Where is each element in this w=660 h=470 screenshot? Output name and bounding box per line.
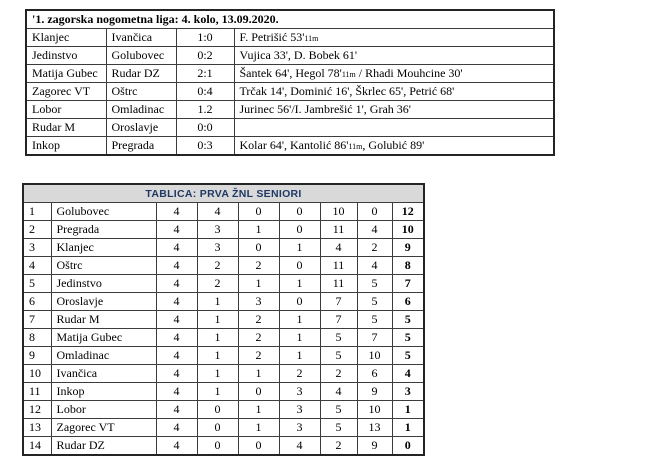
away-team: Pregrada	[106, 137, 176, 156]
goals-for: 4	[320, 239, 357, 257]
won: 3	[197, 221, 238, 239]
goals-against: 7	[357, 329, 392, 347]
home-team: Rudar M	[26, 119, 106, 137]
rank: 2	[23, 221, 51, 239]
goals-against: 6	[357, 365, 392, 383]
points: 5	[392, 329, 424, 347]
goals-against: 2	[357, 239, 392, 257]
lost: 3	[279, 419, 320, 437]
lost: 4	[279, 437, 320, 456]
won: 1	[197, 293, 238, 311]
standings-row	[23, 329, 424, 347]
match-row	[26, 119, 554, 137]
match-score: 2:1	[176, 65, 234, 83]
points: 6	[392, 293, 424, 311]
rank: 10	[23, 365, 51, 383]
home-team: Zagorec VT	[26, 83, 106, 101]
match-score: 0:3	[176, 137, 234, 156]
match-row	[26, 101, 554, 119]
penalty-note: 11m	[304, 34, 319, 43]
rank: 5	[23, 275, 51, 293]
drawn: 1	[238, 401, 279, 419]
won: 1	[197, 347, 238, 365]
drawn: 2	[238, 347, 279, 365]
match-scorers: Kolar 64', Kantolić 86'11m, Golubić 89'	[234, 137, 554, 156]
rank: 8	[23, 329, 51, 347]
goals-for: 7	[320, 293, 357, 311]
team-name: Omladinac	[51, 347, 156, 365]
match-scorers: Šantek 64', Hegol 78'11m / Rhadi Mouhcine 30'	[234, 65, 554, 83]
team-name: Jedinstvo	[51, 275, 156, 293]
points: 9	[392, 239, 424, 257]
match-scorers: Trčak 14', Dominić 16', Škrlec 65', Petrić 68'	[234, 83, 554, 101]
away-team: Rudar DZ	[106, 65, 176, 83]
goals-for: 5	[320, 347, 357, 365]
points: 10	[392, 221, 424, 239]
points: 8	[392, 257, 424, 275]
goals-for: 11	[320, 275, 357, 293]
won: 0	[197, 437, 238, 456]
standings-row	[23, 401, 424, 419]
played: 4	[156, 257, 197, 275]
points: 4	[392, 365, 424, 383]
played: 4	[156, 437, 197, 456]
played: 4	[156, 203, 197, 221]
won: 1	[197, 329, 238, 347]
played: 4	[156, 347, 197, 365]
match-row	[26, 47, 554, 65]
won: 4	[197, 203, 238, 221]
home-team: Jedinstvo	[26, 47, 106, 65]
team-name: Zagorec VT	[51, 419, 156, 437]
lost: 0	[279, 257, 320, 275]
drawn: 2	[238, 311, 279, 329]
played: 4	[156, 311, 197, 329]
played: 4	[156, 329, 197, 347]
drawn: 1	[238, 419, 279, 437]
points: 12	[392, 203, 424, 221]
won: 1	[197, 365, 238, 383]
rank: 14	[23, 437, 51, 456]
won: 1	[197, 383, 238, 401]
played: 4	[156, 365, 197, 383]
points: 5	[392, 347, 424, 365]
drawn: 0	[238, 203, 279, 221]
away-team: Omladinac	[106, 101, 176, 119]
standings-table	[22, 183, 425, 456]
results-table	[25, 9, 555, 156]
away-team: Golubovec	[106, 47, 176, 65]
goals-against: 13	[357, 419, 392, 437]
lost: 1	[279, 329, 320, 347]
standings-row	[23, 203, 424, 221]
rank: 4	[23, 257, 51, 275]
goals-for: 2	[320, 365, 357, 383]
drawn: 2	[238, 329, 279, 347]
points: 1	[392, 419, 424, 437]
rank: 11	[23, 383, 51, 401]
goals-against: 0	[357, 203, 392, 221]
match-row	[26, 65, 554, 83]
points: 1	[392, 401, 424, 419]
lost: 1	[279, 347, 320, 365]
played: 4	[156, 419, 197, 437]
away-team: Oštrc	[106, 83, 176, 101]
team-name: Matija Gubec	[51, 329, 156, 347]
lost: 1	[279, 311, 320, 329]
match-row	[26, 29, 554, 47]
standings-row	[23, 347, 424, 365]
goals-for: 10	[320, 203, 357, 221]
rank: 7	[23, 311, 51, 329]
team-name: Oštrc	[51, 257, 156, 275]
drawn: 1	[238, 275, 279, 293]
team-name: Lobor	[51, 401, 156, 419]
standings-row	[23, 221, 424, 239]
goals-for: 2	[320, 437, 357, 456]
penalty-note: 11m	[341, 70, 356, 79]
goals-against: 9	[357, 437, 392, 456]
goals-for: 11	[320, 221, 357, 239]
won: 2	[197, 257, 238, 275]
away-team: Oroslavje	[106, 119, 176, 137]
home-team: Klanjec	[26, 29, 106, 47]
won: 0	[197, 419, 238, 437]
goals-against: 5	[357, 311, 392, 329]
rank: 12	[23, 401, 51, 419]
goals-against: 5	[357, 293, 392, 311]
goals-for: 5	[320, 329, 357, 347]
played: 4	[156, 293, 197, 311]
home-team: Lobor	[26, 101, 106, 119]
drawn: 0	[238, 239, 279, 257]
team-name: Oroslavje	[51, 293, 156, 311]
standings-row	[23, 275, 424, 293]
lost: 2	[279, 365, 320, 383]
points: 5	[392, 311, 424, 329]
lost: 3	[279, 401, 320, 419]
rank: 9	[23, 347, 51, 365]
lost: 0	[279, 203, 320, 221]
goals-against: 10	[357, 347, 392, 365]
away-team: Ivančica	[106, 29, 176, 47]
standings-row	[23, 383, 424, 401]
lost: 0	[279, 293, 320, 311]
rank: 13	[23, 419, 51, 437]
goals-for: 7	[320, 311, 357, 329]
won: 2	[197, 275, 238, 293]
drawn: 1	[238, 221, 279, 239]
team-name: Rudar M	[51, 311, 156, 329]
goals-for: 4	[320, 383, 357, 401]
played: 4	[156, 383, 197, 401]
points: 7	[392, 275, 424, 293]
standings-row	[23, 437, 424, 456]
rank: 3	[23, 239, 51, 257]
goals-for: 5	[320, 401, 357, 419]
home-team: Inkop	[26, 137, 106, 156]
goals-against: 9	[357, 383, 392, 401]
team-name: Pregrada	[51, 221, 156, 239]
results-title: '1. zagorska nogometna liga: 4. kolo, 13.09.2020.	[26, 10, 554, 29]
results-title-row	[26, 10, 554, 29]
won: 0	[197, 401, 238, 419]
standings-row	[23, 419, 424, 437]
goals-for: 11	[320, 257, 357, 275]
played: 4	[156, 221, 197, 239]
team-name: Rudar DZ	[51, 437, 156, 456]
rank: 1	[23, 203, 51, 221]
goals-against: 5	[357, 275, 392, 293]
team-name: Inkop	[51, 383, 156, 401]
lost: 1	[279, 275, 320, 293]
match-scorers: Jurinec 56'/I. Jambrešić 1', Grah 36'	[234, 101, 554, 119]
drawn: 3	[238, 293, 279, 311]
team-name: Ivančica	[51, 365, 156, 383]
drawn: 2	[238, 257, 279, 275]
match-row	[26, 137, 554, 156]
lost: 1	[279, 239, 320, 257]
team-name: Golubovec	[51, 203, 156, 221]
match-scorers	[234, 119, 554, 137]
match-score: 1:0	[176, 29, 234, 47]
match-row	[26, 83, 554, 101]
team-name: Klanjec	[51, 239, 156, 257]
standings-row	[23, 257, 424, 275]
played: 4	[156, 275, 197, 293]
standings-title-row	[23, 184, 424, 203]
standings-title: TABLICA: PRVA ŽNL SENIORI	[23, 184, 424, 203]
drawn: 1	[238, 365, 279, 383]
won: 3	[197, 239, 238, 257]
lost: 0	[279, 221, 320, 239]
match-scorers: F. Petrišić 53'11m	[234, 29, 554, 47]
won: 1	[197, 311, 238, 329]
match-score: 1.2	[176, 101, 234, 119]
played: 4	[156, 239, 197, 257]
goals-against: 4	[357, 221, 392, 239]
standings-row	[23, 293, 424, 311]
goals-for: 5	[320, 419, 357, 437]
match-scorers: Vujica 33', D. Bobek 61'	[234, 47, 554, 65]
standings-row	[23, 311, 424, 329]
standings-row	[23, 365, 424, 383]
goals-against: 10	[357, 401, 392, 419]
standings-row	[23, 239, 424, 257]
drawn: 0	[238, 383, 279, 401]
match-score: 0:0	[176, 119, 234, 137]
points: 3	[392, 383, 424, 401]
points: 0	[392, 437, 424, 456]
penalty-note: 11m	[348, 142, 363, 151]
played: 4	[156, 401, 197, 419]
home-team: Matija Gubec	[26, 65, 106, 83]
drawn: 0	[238, 437, 279, 456]
match-score: 0:2	[176, 47, 234, 65]
lost: 3	[279, 383, 320, 401]
goals-against: 4	[357, 257, 392, 275]
match-score: 0:4	[176, 83, 234, 101]
rank: 6	[23, 293, 51, 311]
